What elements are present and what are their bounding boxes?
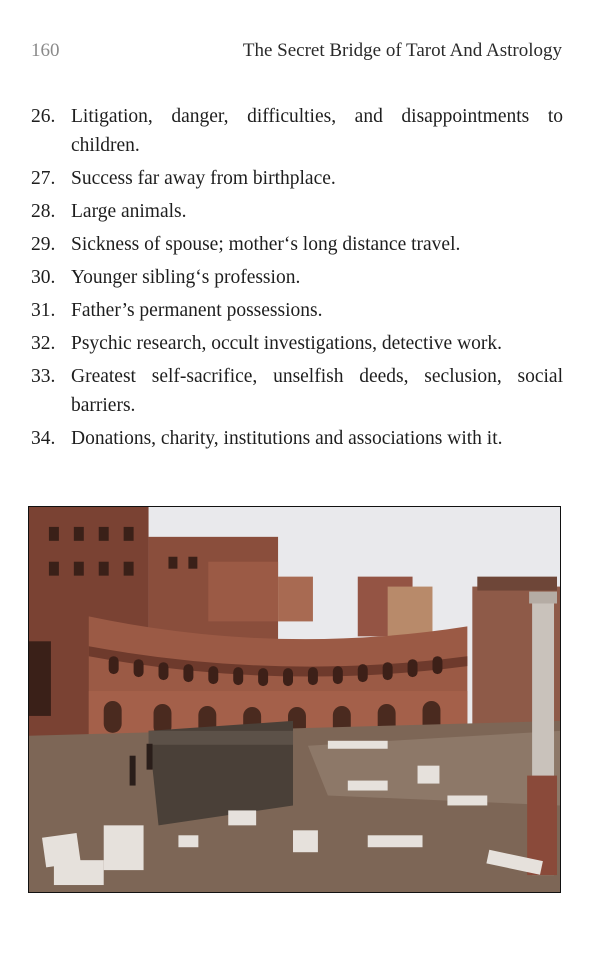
list-item xyxy=(31,230,563,259)
list-item xyxy=(31,197,563,226)
item-number: 29. xyxy=(31,234,56,255)
item-number: 31. xyxy=(31,300,56,321)
item-number: 30. xyxy=(31,267,56,288)
item-text: Younger sibling‘s profession. xyxy=(71,267,301,288)
list-item xyxy=(31,102,563,160)
list-item xyxy=(31,329,563,358)
item-number: 34. xyxy=(31,428,56,449)
numbered-list xyxy=(31,102,563,457)
item-number: 28. xyxy=(31,201,56,222)
item-text: Psychic research, occult investigations, detective work. xyxy=(71,333,503,354)
item-number: 26. xyxy=(31,106,56,127)
item-text: Large animals. xyxy=(71,201,187,222)
list-item xyxy=(31,362,563,420)
item-number: 32. xyxy=(31,333,56,354)
item-text: Success far away from birthplace. xyxy=(71,168,336,189)
list-item xyxy=(31,424,563,453)
item-text: Donations, charity, institutions and associations with it. xyxy=(71,428,503,449)
list-item xyxy=(31,263,563,292)
item-text: Greatest self-sacrifice, unselfish deeds, seclusion, social barriers. xyxy=(71,366,563,416)
list-item xyxy=(31,296,563,325)
item-text: Father’s permanent possessions. xyxy=(71,300,323,321)
item-text: Litigation, danger, difficulties, and disappointments to children. xyxy=(71,106,563,156)
list-item xyxy=(31,164,563,193)
item-text: Sickness of spouse; mother‘s long distance travel. xyxy=(71,234,461,255)
ruins-photograph xyxy=(28,506,561,893)
running-title: The Secret Bridge of Tarot And Astrology xyxy=(242,40,562,61)
page-number: 160 xyxy=(31,40,60,61)
ruins-illustration xyxy=(29,507,560,892)
item-number: 33. xyxy=(31,366,56,387)
item-number: 27. xyxy=(31,168,56,189)
